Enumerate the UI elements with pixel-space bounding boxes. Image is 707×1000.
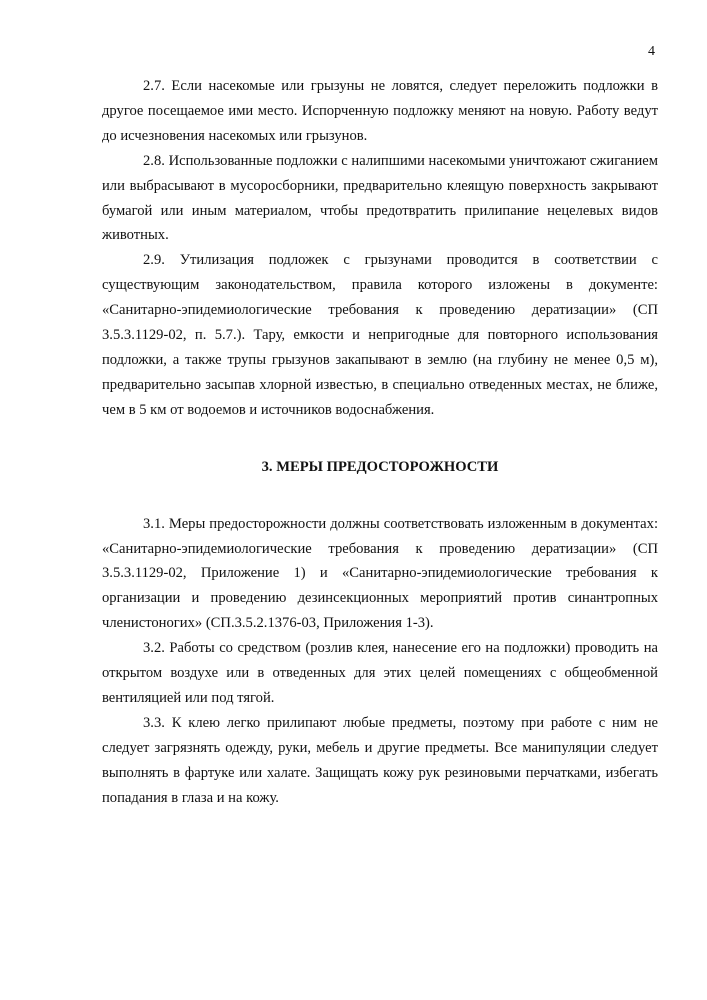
page-number: 4 <box>648 44 655 59</box>
paragraph-3-1: 3.1. Меры предосторожности должны соответствовать изложенным в документах: «Санитарно-эпидемиологические требования к проведению дератизации» (СП 3.5.3.1129-02, Приложение 1) и «Санитарно-эпидемиологические требования к организации и проведению дезинсекционных мероприятий против синантропных членистоногих» (СП.3.5.2.1376-03, Приложения 1-3). <box>102 515 658 632</box>
document-body <box>102 74 658 810</box>
paragraph-2-8: 2.8. Использованные подложки с налипшими насекомыми уничтожают сжиганием или выбрасывают в мусоросборники, предварительно клеящую поверхность закрывают бумагой или иным материалом, чтобы предотвратить прилипание нецелевых видов животных. <box>102 152 658 244</box>
paragraph-3-2: 3.2. Работы со средством (розлив клея, нанесение его на подложки) проводить на открытом воздухе или в отведенных для этих целей помещениях с общеобменной вентиляцией или под тягой. <box>102 640 658 706</box>
paragraph-2-9: 2.9. Утилизация подложек с грызунами проводится в соответствии с существующим законодательством, правила которого изложены в документе: «Санитарно-эпидемиологические требования к проведению дератизации» (СП 3.5.3.1129-02, п. 5.7.). Тару, емкости и непригодные для повторного использования подложки, а также трупы грызунов закапывают в землю (на глубину не менее 0,5 м), предварительно засыпав хлорной известью, в специально отведенных местах, не ближе, чем в 5 км от водоемов и источников водоснабжения. <box>102 252 658 418</box>
paragraph-2-7: 2.7. Если насекомые или грызуны не ловятся, следует переложить подложки в другое посещаемое ими место. Испорченную подложку меняют на новую. Работу ведут до исчезновения насекомых или грызунов. <box>102 78 658 144</box>
paragraph-3-3: 3.3. К клею легко прилипают любые предметы, поэтому при работе с ним не следует загрязнять одежду, руки, мебель и другие предметы. Все манипуляции следует выполнять в фартуке или халате. Защищать кожу рук резиновыми перчатками, избегать попадания в глаза и на кожу. <box>102 714 658 806</box>
section-3-heading: 3. МЕРЫ ПРЕДОСТОРОЖНОСТИ <box>261 458 499 475</box>
